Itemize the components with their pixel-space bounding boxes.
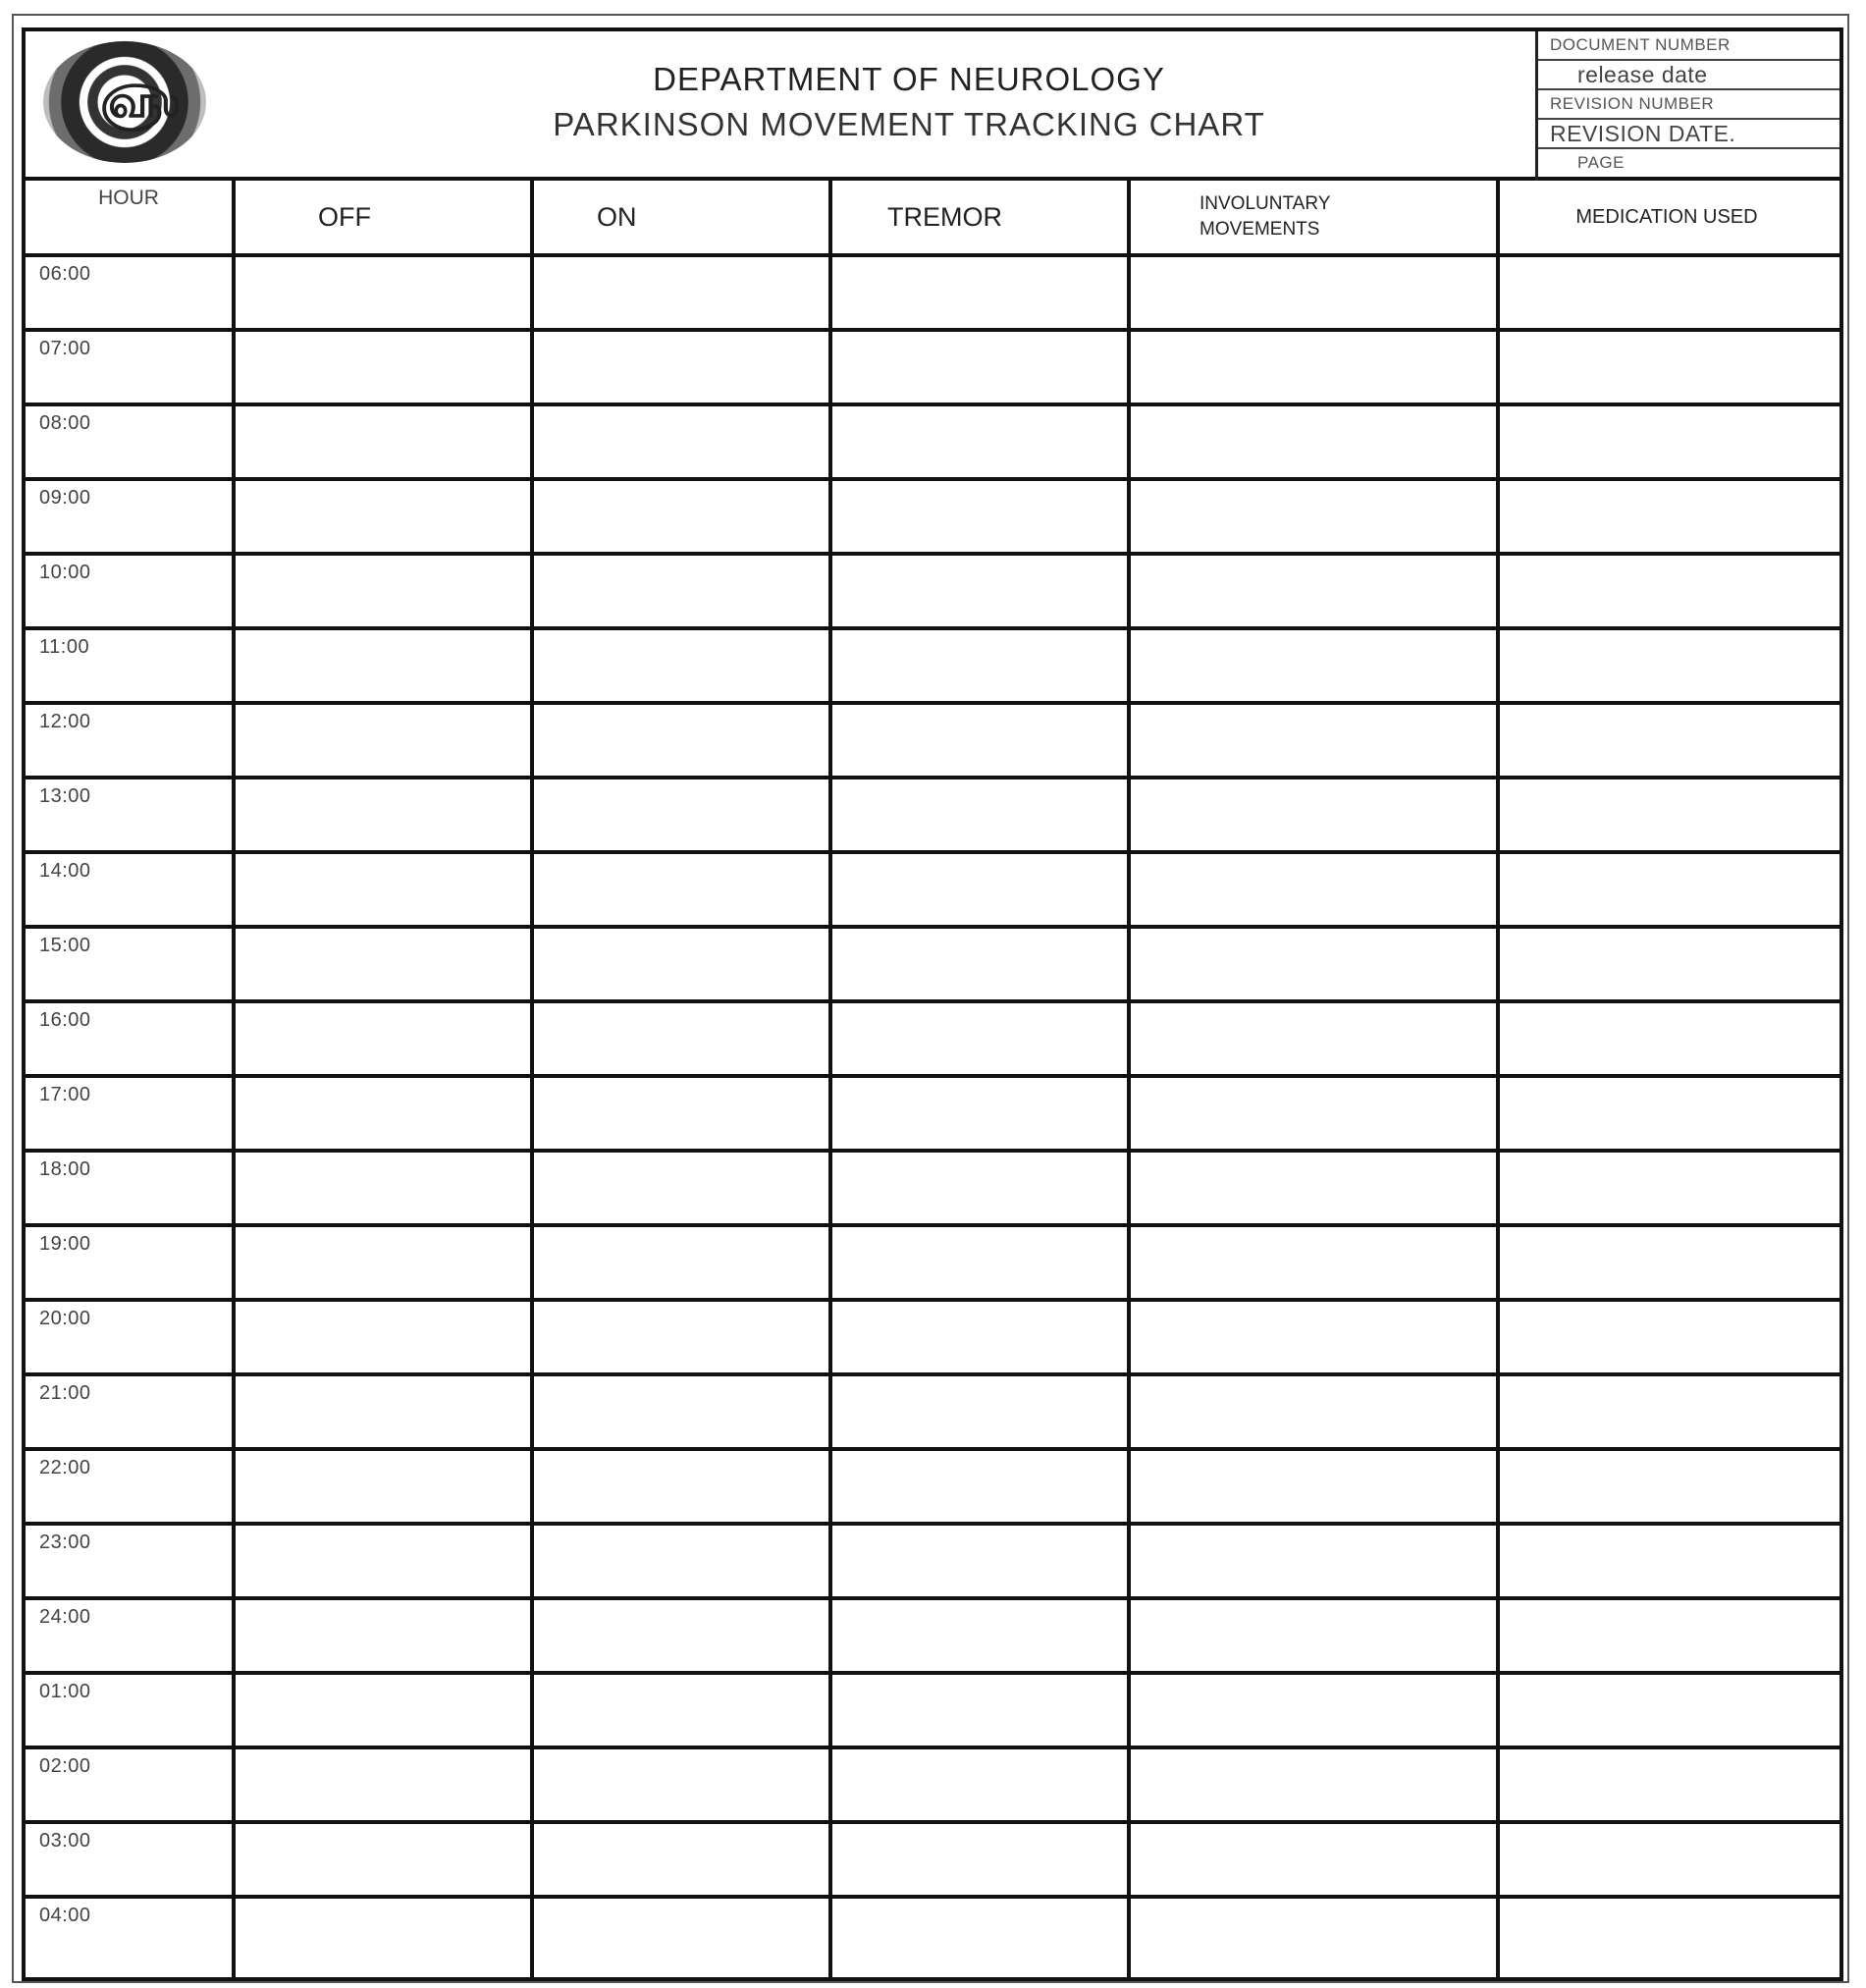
hour-label: 11:00 (39, 636, 90, 658)
page-label: PAGE (1577, 153, 1625, 172)
column-divider (1127, 181, 1131, 1981)
hour-label: 13:00 (39, 785, 91, 807)
hour-label: 01:00 (39, 1681, 91, 1702)
hour-label: 10:00 (39, 562, 91, 583)
chart-header (26, 31, 1839, 181)
hour-label: 19:00 (39, 1233, 91, 1255)
row-divider (26, 552, 1839, 556)
row-divider (26, 1895, 1839, 1899)
hour-label: 24:00 (39, 1606, 91, 1628)
row-divider (26, 999, 1839, 1003)
column-divider (232, 181, 236, 1981)
row-divider (26, 1074, 1839, 1078)
column-header-off: OFF (318, 201, 371, 232)
row-divider (26, 1746, 1839, 1749)
row-divider (26, 1522, 1839, 1526)
row-divider (26, 925, 1839, 929)
involuntary-line1: INVOLUNTARY (1200, 193, 1331, 214)
row-divider (26, 477, 1839, 481)
hour-label: 22:00 (39, 1457, 91, 1478)
hour-label: 18:00 (39, 1158, 91, 1180)
row-divider (26, 701, 1839, 705)
tracking-grid (26, 181, 1839, 1981)
document-number-label: DOCUMENT NUMBER (1538, 31, 1839, 61)
hour-label: 23:00 (39, 1531, 91, 1553)
row-divider (26, 1298, 1839, 1302)
row-divider (26, 1596, 1839, 1600)
hospital-seal-icon (43, 41, 206, 163)
hour-label: 17:00 (39, 1084, 91, 1105)
row-divider (26, 1671, 1839, 1675)
hour-label: 20:00 (39, 1308, 91, 1329)
seal-glyph: ௵ (100, 76, 180, 127)
hour-label: 04:00 (39, 1905, 91, 1926)
row-divider (26, 776, 1839, 779)
hour-label: 02:00 (39, 1755, 91, 1777)
row-divider (26, 1223, 1839, 1227)
column-header-on: ON (597, 201, 637, 232)
chart-sheet (22, 27, 1843, 1981)
column-divider (828, 181, 832, 1981)
involuntary-line2: MOVEMENTS (1200, 219, 1320, 240)
hour-label: 08:00 (39, 412, 91, 434)
revision-date-label: REVISION DATE. (1538, 120, 1839, 149)
hour-label: 16:00 (39, 1009, 91, 1031)
department-title: DEPARTMENT OF NEUROLOGY (653, 61, 1165, 97)
hour-label: 12:00 (39, 711, 91, 732)
hour-label: 06:00 (39, 263, 91, 285)
row-divider (26, 403, 1839, 406)
release-date-label: release date (1538, 61, 1839, 90)
hour-label: 09:00 (39, 487, 91, 509)
column-header-hour: HOUR (98, 187, 159, 209)
row-divider (26, 626, 1839, 630)
column-divider (530, 181, 534, 1981)
hour-label: 21:00 (39, 1382, 91, 1404)
row-divider (26, 850, 1839, 854)
revision-number-label: REVISION NUMBER (1538, 90, 1839, 120)
document-meta-box (1535, 31, 1839, 181)
column-header-medication: MEDICATION USED (1575, 205, 1758, 228)
hour-label: 07:00 (39, 338, 91, 359)
row-divider (26, 1149, 1839, 1153)
row-divider (26, 1820, 1839, 1824)
column-divider (1496, 181, 1500, 1981)
row-divider (26, 328, 1839, 332)
hour-label: 15:00 (39, 935, 91, 956)
title-block (320, 61, 1498, 143)
row-divider (26, 1372, 1839, 1376)
row-divider (26, 1447, 1839, 1451)
column-header-involuntary (1131, 181, 1496, 253)
row-divider (26, 253, 1839, 257)
column-header-tremor: TREMOR (887, 201, 1002, 232)
hour-label: 14:00 (39, 860, 91, 882)
chart-title: PARKINSON MOVEMENT TRACKING CHART (553, 106, 1265, 142)
hour-label: 03:00 (39, 1830, 91, 1852)
